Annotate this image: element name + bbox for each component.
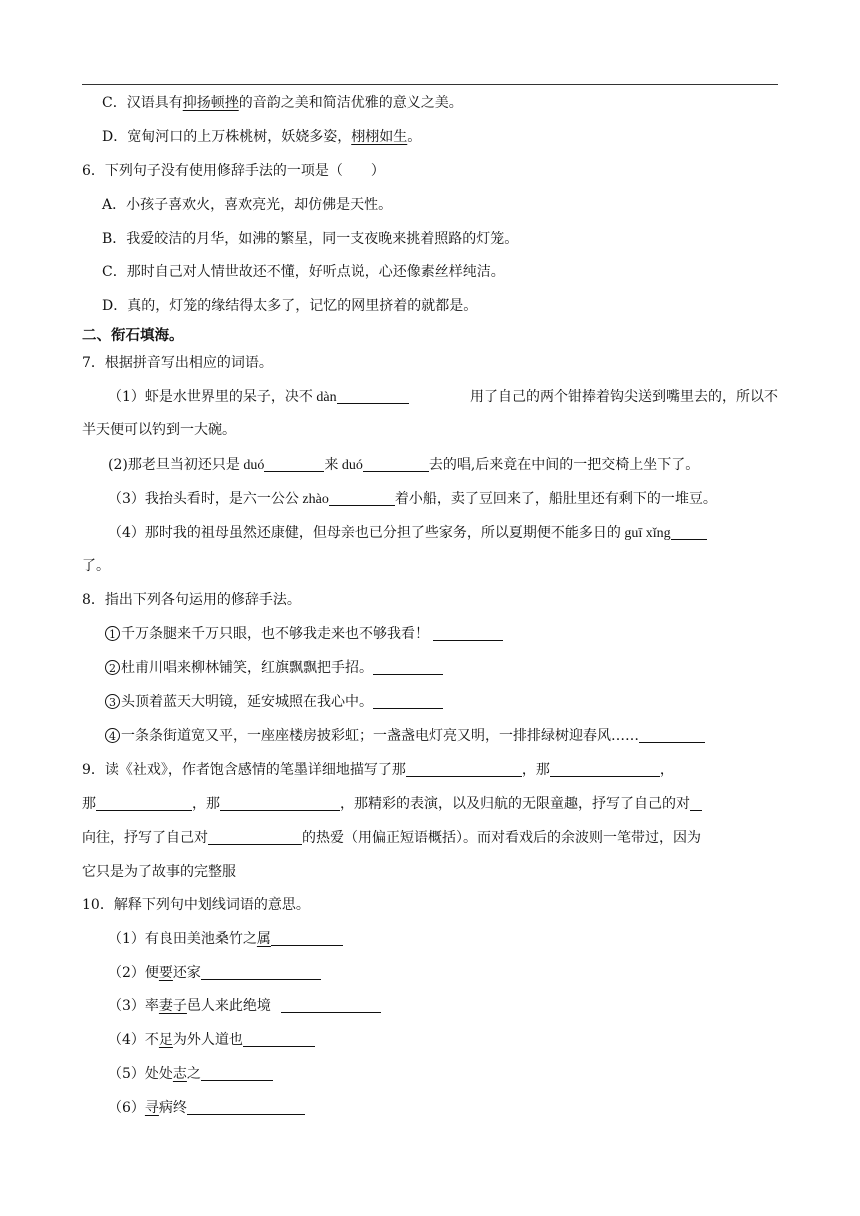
q10-3-text: （3）率 <box>108 998 159 1014</box>
q10-4-underlined: 足 <box>158 1032 173 1048</box>
q7-1-pinyin: dàn <box>312 390 337 405</box>
q8-3-text: 头顶着蓝天大明镜，延安城照在我心中。 <box>121 694 373 710</box>
q9-text-7: 向往，抒写了自己对 <box>82 830 208 846</box>
q7-item-4 <box>108 523 707 544</box>
q10-4-blank[interactable] <box>243 1032 315 1047</box>
q7-item-1 <box>108 387 778 408</box>
q7-2-blank-1[interactable] <box>264 457 324 472</box>
q10-1-underlined: 属 <box>256 931 271 947</box>
q10-item-6 <box>108 1098 305 1118</box>
q9-text-6: ，那精彩的表演，以及归航的无限童趣，抒写了自己的对 <box>340 796 690 812</box>
q8-2-text: 杜甫川唱来柳林铺笑，红旗飘飘把手招。 <box>121 660 373 676</box>
q8-item-4 <box>105 726 705 746</box>
q7-2-text-mid: 来 <box>324 457 339 473</box>
q7-1-blank[interactable] <box>337 389 409 404</box>
q7-4-pinyin: guī xǐng <box>620 526 671 541</box>
q9-blank-5[interactable] <box>690 796 702 811</box>
q7-3-text-end: 着小船，卖了豆回来了，船肚里还有剩下的一堆豆。 <box>394 491 717 507</box>
q10-6-underlined: 寻 <box>144 1100 159 1116</box>
q5-option-d <box>102 127 421 147</box>
q7-item-2 <box>108 455 699 476</box>
q6-option-a: A．小孩子喜欢火，喜欢亮光，却仿佛是天性。 <box>102 197 393 213</box>
section-heading: 二、衔石填海。 <box>82 328 184 344</box>
q9-line-4: 它只是为了故事的完整服 <box>82 864 236 880</box>
q10-4-text-end: 为外人道也 <box>172 1032 243 1048</box>
q10-item-3 <box>108 996 381 1016</box>
circled-number-3: 3 <box>105 694 120 709</box>
q7-1-text-end: 用了自己的两个钳捧着钩尖送到嘴里去的，所以不 <box>470 389 778 405</box>
q8-1-text: 千万条腿来千万只眼，也不够我走来也不够我看！ <box>121 626 429 642</box>
q6-stem: 6．下列句子没有使用修辞手法的一项是（ ） <box>82 163 385 179</box>
q10-2-text-end: 还家 <box>172 965 201 981</box>
q9-line-1 <box>82 760 674 780</box>
q10-1-blank[interactable] <box>271 931 343 946</box>
q10-5-text-end: 之 <box>186 1066 201 1082</box>
q7-3-pinyin: zhào <box>298 492 329 507</box>
q7-3-blank[interactable] <box>329 491 395 506</box>
header-rule <box>82 84 778 85</box>
q9-text-4: 那 <box>82 796 96 812</box>
q8-item-1 <box>105 624 503 644</box>
q7-2-text: (2)那老旦当初还只是 <box>108 457 240 473</box>
q7-1-text: （1）虾是水世界里的呆子，决不 <box>108 389 313 405</box>
q7-4-text: （4）那时我的祖母虽然还康健，但母亲也已分担了些家务，所以夏期便不能多日的 <box>108 525 621 541</box>
q9-blank-1[interactable] <box>406 762 522 777</box>
q8-item-3 <box>105 692 443 712</box>
circled-number-1: 1 <box>105 626 120 641</box>
q5-c-text-end: 的音韵之美和简洁优雅的意义之美。 <box>238 95 463 111</box>
q9-text-5: ，那 <box>192 796 220 812</box>
q10-2-text: （2）便 <box>108 965 159 981</box>
q10-3-blank[interactable] <box>281 998 381 1013</box>
q10-5-text: （5）处处 <box>108 1066 173 1082</box>
q9-text-8: 的热爱（用偏正短语概括）。而对看戏后的余波则一笔带过，因为 <box>302 830 701 846</box>
q10-item-2 <box>108 963 321 983</box>
q10-5-underlined: 志 <box>172 1066 187 1082</box>
q10-2-blank[interactable] <box>201 965 321 980</box>
q8-4-blank[interactable] <box>639 728 705 743</box>
q10-item-4 <box>108 1030 315 1050</box>
q10-5-blank[interactable] <box>201 1066 273 1081</box>
q5-c-text: C．汉语具有 <box>102 95 183 111</box>
q10-4-text: （4）不 <box>108 1032 159 1048</box>
q7-item-3 <box>108 489 717 510</box>
q10-stem: 10．解释下列句中划线词语的意思。 <box>82 897 310 913</box>
q7-item-4-cont: 了。 <box>82 558 110 574</box>
q5-d-text: D．宽甸河口的上万株桃树，妖娆多姿， <box>102 129 352 145</box>
q8-1-blank[interactable] <box>433 626 503 641</box>
q10-6-blank[interactable] <box>187 1100 305 1115</box>
q8-4-text: 一条条街道宽又平，一座座楼房披彩虹；一盏盏电灯亮又明，一排排绿树迎春风…… <box>121 728 639 744</box>
q6-option-d: D．真的，灯笼的缘结得太多了，记忆的网里挤着的就都是。 <box>102 298 478 314</box>
q6-option-c: C．那时自己对人情世故还不懂，好听点说，心还像素丝样纯洁。 <box>102 264 505 280</box>
q7-3-text: （3）我抬头看时，是六一公公 <box>108 491 299 507</box>
q10-3-text-end: 邑人来此绝境 <box>186 998 276 1014</box>
q9-blank-3[interactable] <box>96 796 192 811</box>
q9-text-2: ，那 <box>521 762 550 778</box>
q7-2-text-end: 去的唱,后来竟在中间的一把交椅上坐下了。 <box>428 457 700 473</box>
q7-2-pinyin-2: duó <box>338 458 363 473</box>
q5-option-c <box>102 93 463 113</box>
q9-line-3 <box>82 828 701 848</box>
q8-3-blank[interactable] <box>373 694 443 709</box>
q7-4-blank[interactable] <box>671 525 707 540</box>
q8-stem: 8．指出下列各句运用的修辞手法。 <box>82 592 301 608</box>
q9-blank-2[interactable] <box>550 762 660 777</box>
q10-3-underlined: 妻子 <box>158 998 187 1014</box>
q8-2-blank[interactable] <box>373 660 443 675</box>
q10-1-text: （1）有良田美池桑竹之 <box>108 931 257 947</box>
q5-d-underlined: 栩栩如生 <box>351 129 408 145</box>
q9-blank-4[interactable] <box>220 796 340 811</box>
q9-text-1: 9．读《社戏》，作者饱含感情的笔墨详细地描写了那 <box>82 762 406 778</box>
q9-blank-6[interactable] <box>208 830 302 845</box>
circled-number-2: 2 <box>105 660 120 675</box>
q5-d-text-end: 。 <box>407 129 422 145</box>
q9-line-2 <box>82 794 702 814</box>
q6-option-b: B．我爱皎洁的月华，如沸的繁星，同一支夜晚来挑着照路的灯笼。 <box>102 231 519 247</box>
q9-text-3: ， <box>659 762 674 778</box>
q10-6-text: （6） <box>108 1100 145 1116</box>
q7-stem: 7．根据拼音写出相应的词语。 <box>82 355 273 371</box>
circled-number-4: 4 <box>105 728 120 743</box>
q10-6-text-end: 病终 <box>158 1100 187 1116</box>
q7-2-blank-2[interactable] <box>363 457 429 472</box>
q10-2-underlined: 要 <box>158 965 173 981</box>
q10-item-5 <box>108 1064 273 1084</box>
q5-c-underlined: 抑扬顿挫 <box>182 95 239 111</box>
q10-item-1 <box>108 929 343 949</box>
q8-item-2 <box>105 658 443 678</box>
q7-item-1-cont: 半天便可以钓到一大碗。 <box>82 422 236 438</box>
q7-2-pinyin-1: duó <box>239 458 265 473</box>
